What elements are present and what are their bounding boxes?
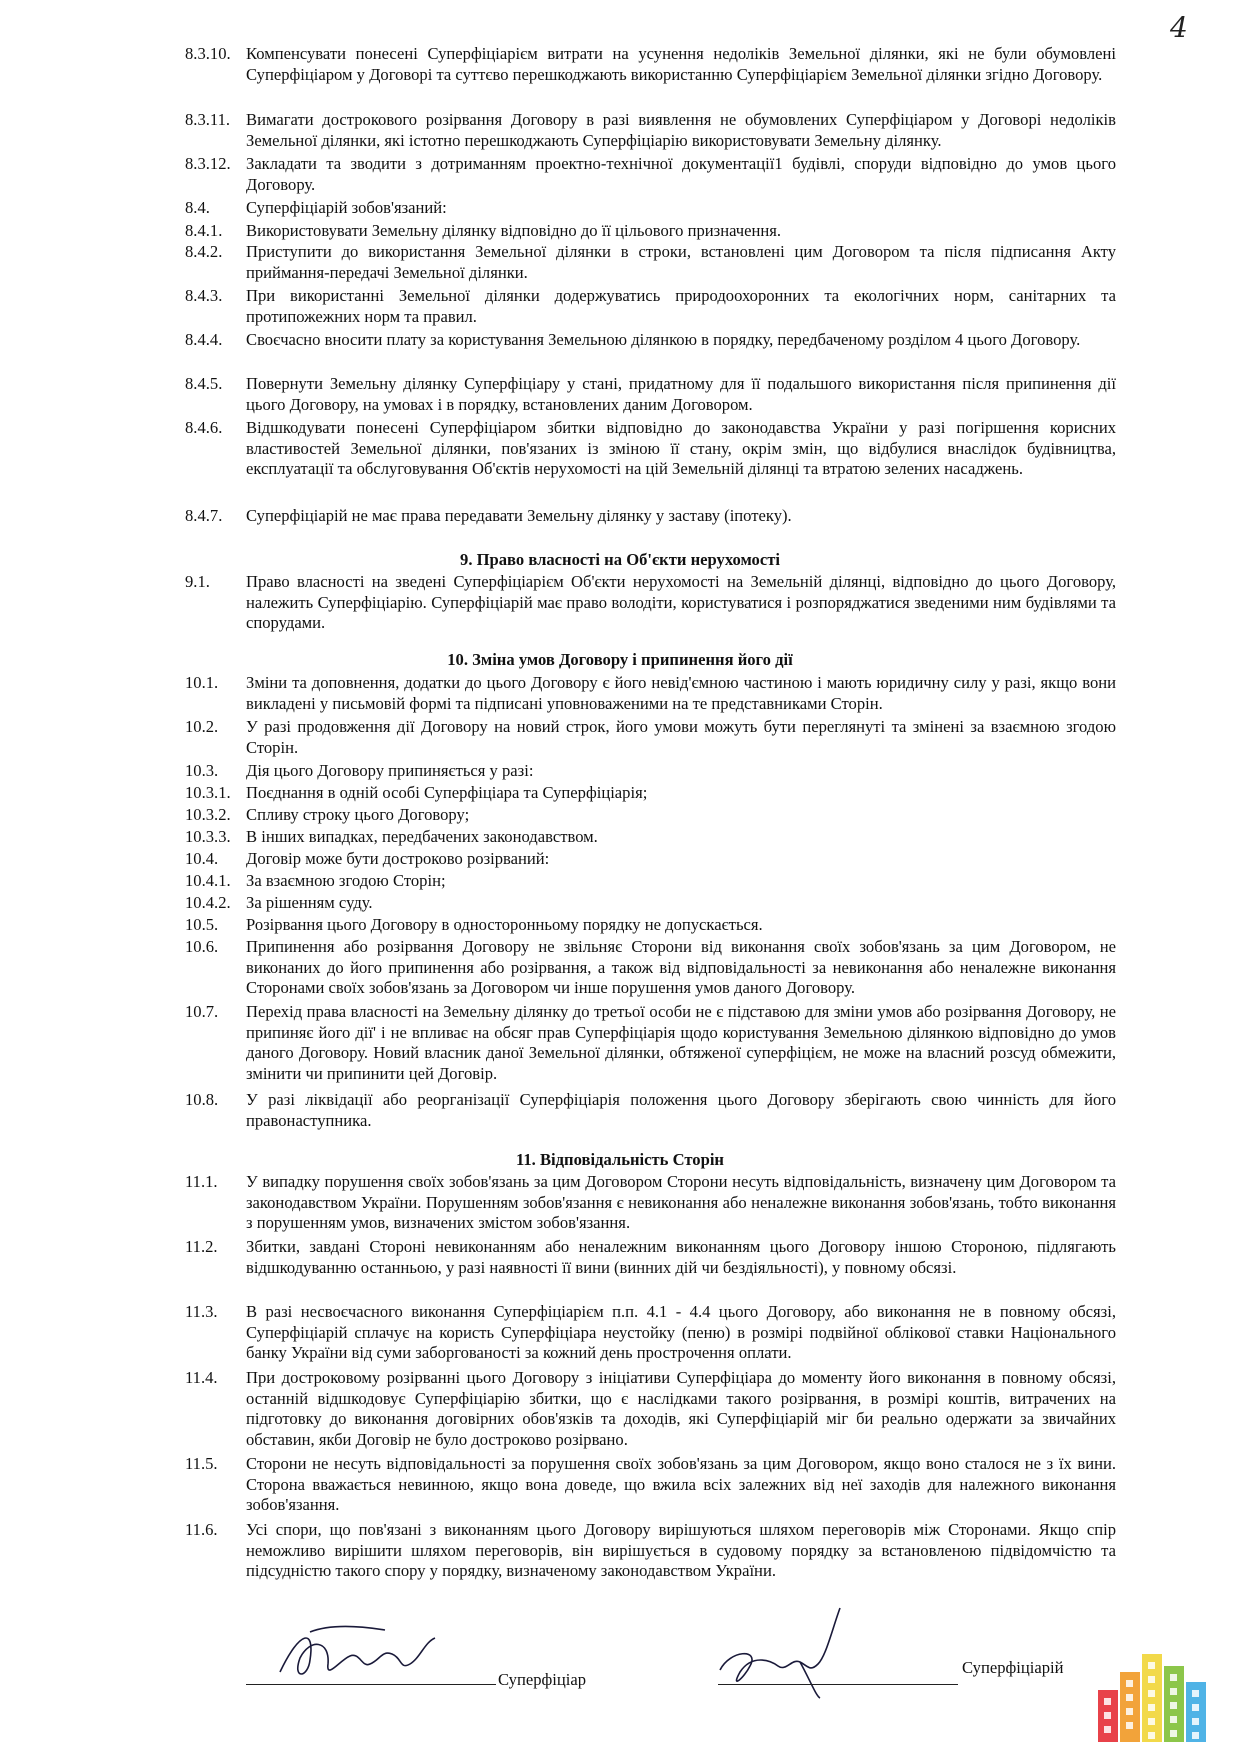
clause-text: Договір може бути достроково розірваний: <box>246 849 550 868</box>
right-signature-label: Суперфіціарій <box>962 1658 1064 1677</box>
clause-text: Збитки, завдані Стороні невиконанням або неналежним виконанням цього Договору іншою Стороною, підлягають відшкодуванню останньою, у разі наявності її вини (винних дій чи бездіяльності), у повному обсязі. <box>246 1237 1116 1277</box>
clause-number: 10.4.1. <box>185 871 231 890</box>
clause-text: Закладати та зводити з дотриманням проектно-технічної документації1 будівлі, споруди відповідно до умов цього Договору. <box>246 154 1116 194</box>
clause-number: 8.4.1. <box>185 221 223 240</box>
clause-number: 10.1. <box>185 673 219 692</box>
clause-number: 8.3.10. <box>185 44 231 63</box>
clause-number: 10.3.2. <box>185 805 231 824</box>
clause-text: Право власності на зведені Суперфіціарієм Об'єкти нерухомості на Земельній ділянці, відповідно до цього Договору, належить Суперфіціарію. Суперфіціарій має право володіти, користуватися і розпоряджатися зведеними ним будівлями та спорудами. <box>246 572 1116 632</box>
clause-text: В разі несвоєчасного виконання Суперфіціарієм п.п. 4.1 - 4.4 цього Договору, або виконання не в повному обсязі, Суперфіціарій сплачує на користь Суперфіціара неустойку (пеню) в розмірі подвійної облікової ставки Національного банку України від суми заборгованості за кожний день прострочення оплати. <box>246 1302 1116 1362</box>
clause-text: За рішенням суду. <box>246 893 373 912</box>
clause-number: 8.3.12. <box>185 154 231 173</box>
clause-text: За взаємною згодою Сторін; <box>246 871 446 890</box>
clause-number: 11.6. <box>185 1520 218 1539</box>
section-heading-text: 10. Зміна умов Договору і припинення його дії <box>447 650 793 669</box>
clause-text: У разі ліквідації або реорганізації Суперфіціарія положення цього Договору зберігають свою чинність для його правонаступника. <box>246 1090 1116 1130</box>
clause-number: 8.4.6. <box>185 418 223 437</box>
clause-text: Відшкодувати понесені Суперфіціаром збитки відповідно до законодавства України у разі погіршення корисних властивостей Земельної ділянки, пов'язаних із зміною її стану, окрім змін, що відбулися внаслідок будівництва, експлуатації та обслуговування Об'єктів нерухомості на цій Земельній ділянці та втратою зелених насаджень. <box>246 418 1116 478</box>
clause-number: 8.4. <box>185 198 210 217</box>
clause-number: 10.4.2. <box>185 893 231 912</box>
clause-number: 11.3. <box>185 1302 218 1321</box>
clause-text: Припинення або розірвання Договору не звільняє Сторони від виконання своїх зобов'язань за цим Договором, не виконаних до його припинення або розірвання, а також від відповідальності за невиконання або неналежне виконання Сторонами своїх зобов'язань за Договором чи інше порушення умов даного Договору. <box>246 937 1116 997</box>
clause-text: У випадку порушення своїх зобов'язань за цим Договором Сторони несуть відповідальність, визначену цим Договором та законодавством України. Порушенням зобов'язання є невиконання або неналежне виконання зобов'язань, тобто виконання з порушенням умов, визначених змістом зобов'язання. <box>246 1172 1116 1232</box>
clause-text: В інших випадках, передбачених законодавством. <box>246 827 598 846</box>
clause-text: Сторони не несуть відповідальності за порушення своїх зобов'язань за цим Договором, якщо воно сталося не з їх вини. Сторона вважається невинною, якщо вона доведе, що вжила всіх залежних від неї заходів для належного виконання зобов'язання. <box>246 1454 1116 1514</box>
logo-building-icon <box>1186 1682 1206 1742</box>
section-heading-text: 11. Відповідальність Сторін <box>516 1150 724 1169</box>
clause-number: 10.7. <box>185 1002 219 1021</box>
clause-number: 11.4. <box>185 1368 218 1387</box>
clause-text: Поєднання в одній особі Суперфіціара та Суперфіціарія; <box>246 783 648 802</box>
clause-text: При достроковому розірванні цього Договору з ініціативи Суперфіціара до моменту його виконання в повному обсязі, останній відшкодовує Суперфіціарію збитки, що є наслідками такого розірвання, в розмірі коштів, витрачених на підготовку до виконання договірних обов'язків та доходів, які Суперфіціарій міг би реально одержати за звичайних обставин, якби Договір не було достроково розірвано. <box>246 1368 1116 1449</box>
clause-text: Компенсувати понесені Суперфіціарієм витрати на усунення недоліків Земельної ділянки, які не були обумовлені Суперфіціаром у Договорі та суттєво перешкоджають використанню Суперфіціарієм Земельної ділянки згідно Договору. <box>246 44 1116 84</box>
clause-number: 11.1. <box>185 1172 218 1191</box>
clause-number: 10.3. <box>185 761 219 780</box>
clause-number: 11.2. <box>185 1237 218 1256</box>
signature-block <box>0 1600 1240 1750</box>
clause-number: 10.2. <box>185 717 219 736</box>
logo-building-icon <box>1142 1654 1162 1742</box>
clause-text: При використанні Земельної ділянки додержуватись природоохоронних та екологічних норм, санітарних та протипожежних норм та правил. <box>246 286 1116 326</box>
clause-text: Суперфіціарій не має права передавати Земельну ділянку у заставу (іпотеку). <box>246 506 792 525</box>
clause-number: 8.4.4. <box>185 330 223 349</box>
logo-building-icon <box>1098 1690 1118 1742</box>
clause-number: 10.4. <box>185 849 219 868</box>
clause-text: Використовувати Земельну ділянку відповідно до її цільового призначення. <box>246 221 782 240</box>
logo-building-icon <box>1120 1672 1140 1742</box>
clause-number: 8.3.11. <box>185 110 231 129</box>
clause-text: Усі спори, що пов'язані з виконанням цього Договору вирішуються шляхом переговорів між Сторонами. Якщо спір неможливо вирішити шляхом переговорів, він вирішується в судовому порядку за встановленою підвідомчістю та підсудністю такого спору у порядку, визначеному законодавством України. <box>246 1520 1116 1580</box>
clause-text: Своєчасно вносити плату за користування Земельною ділянкою в порядку, передбаченому розділом 4 цього Договору. <box>246 330 1081 349</box>
clause-text: Вимагати дострокового розірвання Договору в разі виявлення не обумовлених Суперфіціаром у Договорі недоліків Земельної ділянки, які істотно перешкоджають Суперфіціарію використовувати Земельну ділянку. <box>246 110 1116 150</box>
right-signature <box>700 1600 880 1700</box>
clause-text: У разі продовження дії Договору на новий строк, його умови можуть бути переглянуті та змінені за взаємною згодою Сторін. <box>246 717 1116 757</box>
section-heading-text: 9. Право власності на Об'єкти нерухомості <box>460 550 780 569</box>
clause-text: Спливу строку цього Договору; <box>246 805 470 824</box>
clause-text: Зміни та доповнення, додатки до цього Договору є його невід'ємною частиною і мають юридичну силу у разі, якщо вони викладені у письмовій формі та підписані уповноваженими на те представниками Сторін. <box>246 673 1116 713</box>
left-signature <box>270 1620 460 1690</box>
clause-text: Розірвання цього Договору в односторонньому порядку не допускається. <box>246 915 763 934</box>
clause-number: 9.1. <box>185 572 210 591</box>
clause-text: Суперфіціарій зобов'язаний: <box>246 198 447 217</box>
clause-text: Перехід права власності на Земельну ділянку до третьої особи не є підставою для зміни умов або розірвання Договору, не припиняє його дії' і не впливає на обсяг прав Суперфіціарія щодо користування Земельною ділянкою відповідно до умов даного Договору. Новий власник даної Земельної ділянки, обтяженої суперфіцієм, не може на власний розсуд обмежити, змінити чи припинити цей Договір. <box>246 1002 1116 1083</box>
clause-number: 10.3.1. <box>185 783 231 802</box>
left-signature-label: Суперфіціар <box>498 1670 587 1689</box>
clause-number: 10.3.3. <box>185 827 231 846</box>
page-number-handwritten: 4 <box>1170 11 1188 44</box>
clause-number: 8.4.7. <box>185 506 223 525</box>
clause-number: 11.5. <box>185 1454 218 1473</box>
clause-number: 10.5. <box>185 915 219 934</box>
clause-number: 10.8. <box>185 1090 219 1109</box>
clause-number: 8.4.2. <box>185 242 223 261</box>
clause-number: 8.4.3. <box>185 286 223 305</box>
right-signature-line <box>718 1684 958 1685</box>
clause-text: Приступити до використання Земельної ділянки в строки, встановлені цим Договором та після підписання Акту приймання-передачі Земельної ділянки. <box>246 242 1116 282</box>
clause-text: Повернути Земельну ділянку Суперфіціару у стані, придатному для її подальшого використання після припинення дії цього Договору, на умовах і в порядку, встановлених даним Договором. <box>246 374 1116 414</box>
watermark-logo <box>1098 1650 1208 1742</box>
logo-building-icon <box>1164 1666 1184 1742</box>
clause-number: 10.6. <box>185 937 219 956</box>
clause-text: Дія цього Договору припиняється у разі: <box>246 761 534 780</box>
clause-number: 8.4.5. <box>185 374 223 393</box>
left-signature-line <box>246 1684 496 1685</box>
